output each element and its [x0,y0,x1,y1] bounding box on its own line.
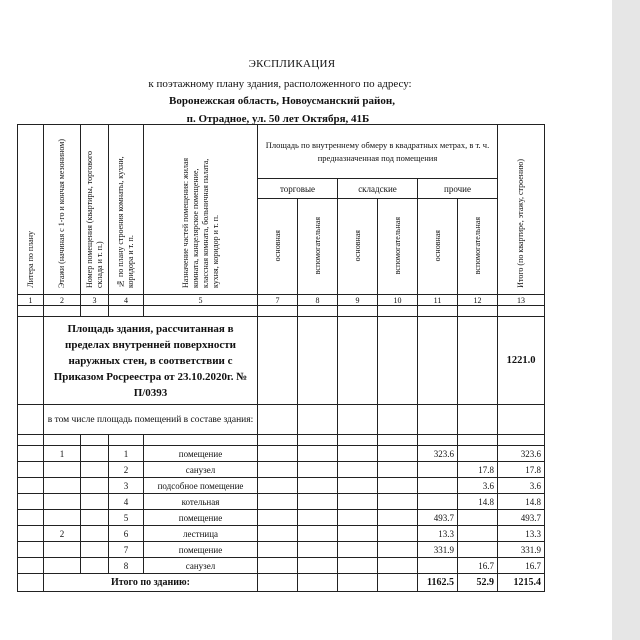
document-title: ЭКСПЛИКАЦИЯ [248,58,336,70]
purpose-cell: помещение [144,542,258,558]
total-cell: 14.8 [498,494,545,510]
table-row [18,558,545,574]
col-header-total: Итого (по квартире, этажу, строению) [498,125,545,295]
other-main-cell: 331.9 [418,542,458,558]
floor-cell: 1 [44,446,81,462]
building-total-label: Итого по зданию: [44,574,258,592]
other-aux-cell [458,526,498,542]
col-header-storage-main: основная [338,199,378,295]
purpose-cell: помещение [144,510,258,526]
plan-number-cell: 8 [109,558,144,574]
floor-cell [44,478,81,494]
included-label: в том числе площадь помещений в составе здания: [44,405,258,435]
plan-number-cell: 6 [109,526,144,542]
col-number: 7 [258,295,298,306]
other-aux-cell: 17.8 [458,462,498,478]
col-header-litera: Литера по плану [18,125,44,295]
plan-number-cell: 7 [109,542,144,558]
building-total-row [18,574,545,592]
other-main-cell: 493.7 [418,510,458,526]
table-row [18,510,545,526]
explication-table [17,124,545,592]
purpose-cell: лестница [144,526,258,542]
purpose-cell: санузел [144,558,258,574]
purpose-cell: котельная [144,494,258,510]
building-total-other-main: 1162.5 [418,574,458,592]
floor-cell: 2 [44,526,81,542]
floor-cell [44,510,81,526]
table-row [18,494,545,510]
other-main-cell [418,462,458,478]
table-row [18,446,545,462]
included-row [18,405,545,435]
other-aux-cell [458,510,498,526]
address-line-2: п. Отрадное, ул. 50 лет Октября, 41Б [186,113,370,125]
total-cell: 13.3 [498,526,545,542]
col-number: 5 [144,295,258,306]
col-header-floors: Этажи (начиная с 1-го и кончая мезонином) [44,125,81,295]
floor-cell [44,558,81,574]
plan-number-cell: 2 [109,462,144,478]
col-number: 4 [109,295,144,306]
other-main-cell [418,558,458,574]
floor-cell [44,494,81,510]
other-aux-cell: 3.6 [458,478,498,494]
building-area-label: Площадь здания, рассчитанная в пределах внутренней поверхности наружных стен, в соответствии с Приказом Росреестра от 23.10.2020г. № П/0393 [44,317,258,405]
col-header-storage: складские [338,179,418,199]
col-number: 11 [418,295,458,306]
col-header-trade-aux: вспомогательная [298,199,338,295]
col-number: 10 [378,295,418,306]
col-number: 2 [44,295,81,306]
floor-cell [44,542,81,558]
table-row [18,462,545,478]
col-number: 12 [458,295,498,306]
building-total-value: 1215.4 [498,574,545,592]
col-header-trade-main: основная [258,199,298,295]
col-header-area-group: Площадь по внутреннему обмеру в квадратных метрах, в т. ч. предназначенная под помещения [258,125,498,179]
total-cell: 331.9 [498,542,545,558]
table-row [18,526,545,542]
total-cell: 3.6 [498,478,545,494]
purpose-cell: подсобное помещение [144,478,258,494]
total-cell: 323.6 [498,446,545,462]
other-main-cell [418,478,458,494]
column-numbers-row [18,295,545,306]
col-header-plan-number: № по плану строения комнаты, кухни, коридора и т. п. [109,125,144,295]
col-header-purpose: Назначение частей помещения: жилая комната, канцелярское помещение, классная комната, больничная палата, кухня, коридор и т. п. [144,125,258,295]
plan-number-cell: 3 [109,478,144,494]
document-subtitle: к поэтажному плану здания, расположенного по адресу: [148,78,412,90]
other-main-cell [418,494,458,510]
total-cell: 493.7 [498,510,545,526]
total-cell: 16.7 [498,558,545,574]
other-main-cell: 13.3 [418,526,458,542]
col-header-storage-aux: вспомогательная [378,199,418,295]
col-header-trade: торговые [258,179,338,199]
col-number: 3 [81,295,109,306]
col-number: 13 [498,295,545,306]
plan-number-cell: 1 [109,446,144,462]
building-total-other-aux: 52.9 [458,574,498,592]
total-cell: 17.8 [498,462,545,478]
other-aux-cell: 16.7 [458,558,498,574]
purpose-cell: помещение [144,446,258,462]
other-aux-cell [458,542,498,558]
other-aux-cell [458,446,498,462]
col-header-room-number: Номер помещения (квартиры, торгового склада и т. п.) [81,125,109,295]
col-header-other-main: основная [418,199,458,295]
col-number: 8 [298,295,338,306]
table-row [18,542,545,558]
scrollbar-track[interactable] [612,0,640,640]
col-number: 9 [338,295,378,306]
floor-cell [44,462,81,478]
purpose-cell: санузел [144,462,258,478]
address-line-1: Воронежская область, Новоусманский район, [169,95,395,107]
col-header-other: прочие [418,179,498,199]
plan-number-cell: 5 [109,510,144,526]
other-aux-cell: 14.8 [458,494,498,510]
other-main-cell: 323.6 [418,446,458,462]
table-row [18,478,545,494]
plan-number-cell: 4 [109,494,144,510]
building-area-row [18,317,545,405]
building-area-value: 1221.0 [498,317,545,405]
col-number: 1 [18,295,44,306]
col-header-other-aux: вспомогательная [458,199,498,295]
